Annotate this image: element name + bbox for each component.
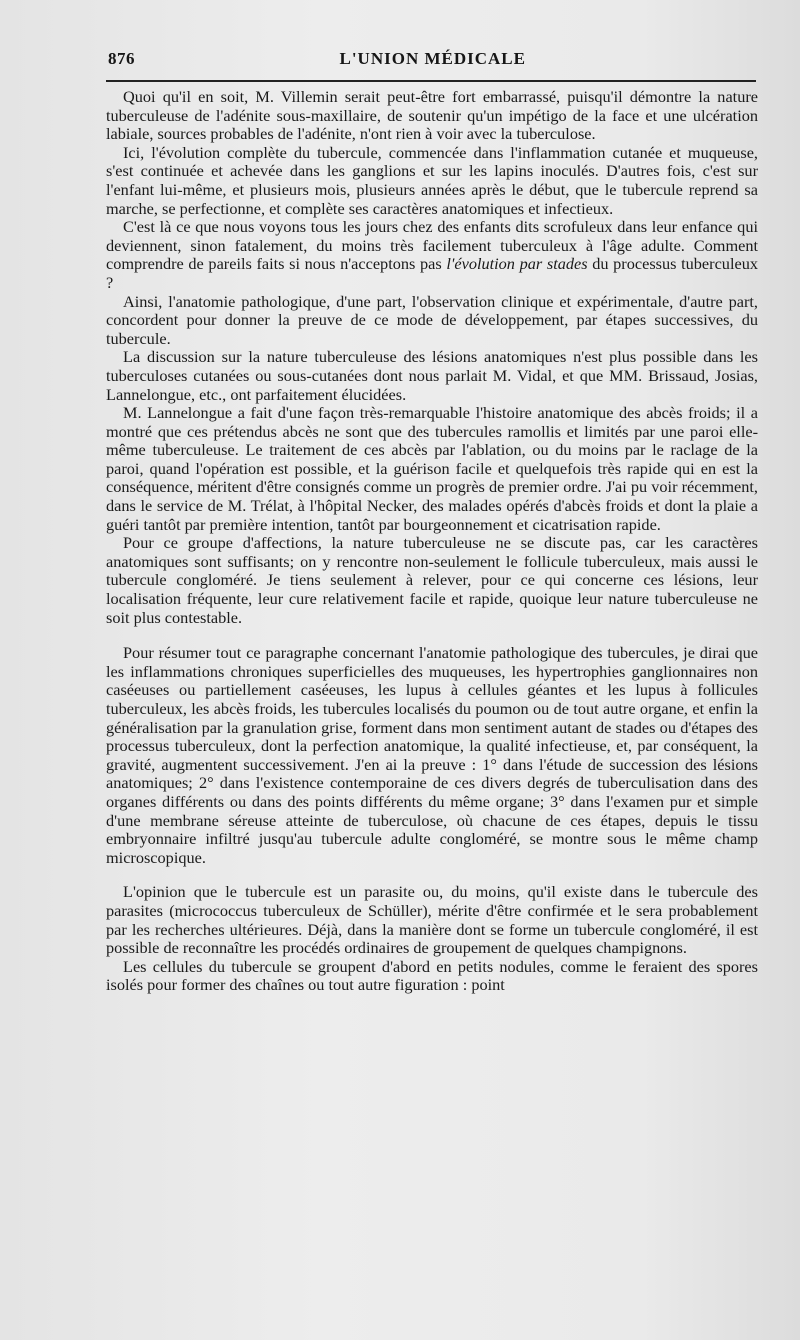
body-text xyxy=(106,88,758,995)
header-rule xyxy=(106,80,756,82)
paragraph: La discussion sur la nature tuberculeuse des lésions anatomiques n'est plus possible dans les tuberculoses cutanées ou sous-cutanées dont nous parlait M. Vidal, et que MM. Brissaud, Josias, Lannelongue, etc., ont parfaitement élucidées. xyxy=(106,347,758,404)
paragraph: Pour ce groupe d'affections, la nature tuberculeuse ne se discute pas, car les caractères anatomiques sont suffisants; on y rencontre non-seulement le follicule tuberculeux, mais aussi le tubercule congloméré. Je tiens seulement à relever, pour ce qui concerne ces lésions, leur localisation fréquente, leur cure relativement facile et rapide, quoique leur nature tuberculeuse ne soit plus contestable. xyxy=(106,533,758,627)
paragraph xyxy=(106,218,758,292)
paragraph: Ainsi, l'anatomie pathologique, d'une part, l'observation clinique et expérimentale, d'autre part, concordent pour donner la preuve de ce mode de développement, par étapes successives, du tubercule. xyxy=(106,291,758,348)
paragraph: Ici, l'évolution complète du tubercule, commencée dans l'inflammation cutanée et muqueuse, s'est continuée et achevée dans les ganglions et sur les lapins inoculés. D'autres fois, c'est sur l'enfant lui-même, et plusieurs mois, plusieurs années après le début, que le tubercule reprend sa marche, se perfectionne, et complète ses caractères anatomiques et infectieux. xyxy=(106,142,758,218)
paragraph-text: C'est là ce que nous voyons tous les jours chez des enfants dits scrofuleux dans leur enfance qui deviennent, sinon fatalement, du moins très facilement tuberculeux à l'âge adulte. Comment comprendre de pareils faits si nous n'acceptons pas xyxy=(106,217,758,274)
paragraph: Pour résumer tout ce paragraphe concernant l'anatomie pathologique des tubercules, je dirai que les inflammations chroniques superficielles des muqueuses, les hypertrophies ganglionnaires non caséeuses ou partiellement caséeuses, les lupus à cellules géantes et les lupus à follicules tuberculeux, les abcès froids, les tubercules localisés du poumon ou de tout autre organe, et enfin la généralisation par la granulation grise, forment dans mon sentiment autant de stades ou d'étapes des processus tuberculeux, dont la perfection anatomique, la qualité infectieuse, et, par conséquent, la gravité, augmentent successivement. J'en ai la preuve : 1° dans l'étude de succession des lésions anatomiques; 2° dans l'existence contemporaine de ces divers degrés de tuberculisation dans des organes différents ou dans des points différents du même organe; 3° dans l'examen pur et simple d'une membrane séreuse atteinte de tuberculose, où chacune de ces étapes, depuis le tissu embryonnaire infiltré jusqu'au tubercule adulte congloméré, se montre sous le même champ microscopique. xyxy=(106,643,758,867)
paragraph: Les cellules du tubercule se groupent d'abord en petits nodules, comme le feraient des spores isolés pour former des chaînes ou tout autre figuration : point xyxy=(106,956,758,995)
paragraph: Quoi qu'il en soit, M. Villemin serait peut-être fort embarrassé, puisqu'il démontre la nature tuberculeuse de l'adénite sous-maxillaire, de soutenir qu'un impétigo de la face et une ulcération labiale, sources probables de l'adénite, n'ont rien à voir avec la tuberculose. xyxy=(106,87,758,144)
running-header xyxy=(108,46,756,72)
paragraph: L'opinion que le tubercule est un parasite ou, du moins, qu'il existe dans le tubercule des parasites (micrococcus tuberculeux de Schüller), mérite d'être confirmée et le sera probablement par les recherches ultérieures. Déjà, dans la manière dont se forme un tubercule congloméré, il est possible de reconnaître les procédés ordinaires de groupement de quelques champignons. xyxy=(106,882,758,958)
running-title: L'UNION MÉDICALE xyxy=(339,49,526,68)
italic-phrase: l'évolution par stades xyxy=(446,254,588,274)
paragraph-tail: du processus tuberculeux ? xyxy=(106,254,758,292)
paragraph: M. Lannelongue a fait d'une façon très-remarquable l'histoire anatomique des abcès froids; il a montré que ces prétendus abcès ne sont que des tubercules ramollis et limités par une paroi elle-même tuberculeuse. Le traitement de ces abcès par l'ablation, ou du moins par le raclage de la paroi, quand l'opération est possible, et la guérison facile et quelquefois très rapide qui en est la conséquence, méritent d'être consignés comme un progrès de premier ordre. J'ai pu voir récemment, dans le service de M. Trélat, à l'hôpital Necker, des malades opérés d'abcès froids et dont la plaie a guéri tantôt par première intention, tantôt par bourgeonnement et cicatrisation rapide. xyxy=(106,403,758,534)
page-number: 876 xyxy=(108,49,135,68)
